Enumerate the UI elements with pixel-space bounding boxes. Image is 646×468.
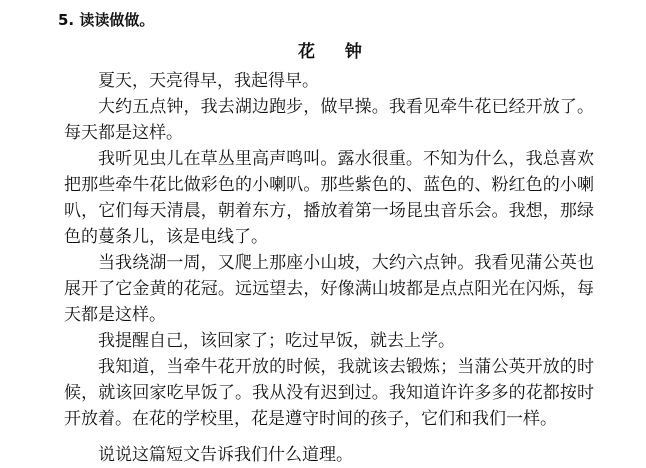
passage-title: 花 钟	[298, 42, 374, 62]
question-number-label: 5. 读读做做。	[58, 11, 155, 29]
exercise-prompt: 说说这篇短文告诉我们什么道理。	[98, 445, 353, 465]
paragraph-1: 夏天，天亮得早，我起得早。	[98, 71, 319, 91]
paragraph-6: 我知道，当牵牛花开放的时候，我就该去锻炼；当蒲公英开放的时候，就该回家吃早饭了。我从没有迟到过。我知道许许多多的花都按时开放着。在花的学校里，花是遵守时间的孩子，它们和我们一样。	[64, 357, 594, 429]
paragraph-4: 当我绕湖一周，又爬上那座小山坡，大约六点钟。我看见蒲公英也展开了它金黄的花冠。远远望去，好像满山坡都是点点阳光在闪烁，每天都是这样。	[64, 253, 594, 325]
paragraph-3: 我听见虫儿在草丛里高声鸣叫。露水很重。不知为什么，我总喜欢把那些牵牛花比做彩色的小喇叭。那些紫色的、蓝色的、粉红色的小喇叭，它们每天清晨，朝着东方，播放着第一场昆虫音乐会。我想，那绿色的蔓条儿，该是电线了。	[64, 149, 594, 247]
paragraph-5: 我提醒自己，该回家了；吃过早饭，就去上学。	[98, 331, 455, 351]
paragraph-2: 大约五点钟，我去湖边跑步，做早操。我看见牵牛花已经开放了。每天都是这样。	[64, 97, 594, 143]
passage-body	[64, 68, 594, 468]
